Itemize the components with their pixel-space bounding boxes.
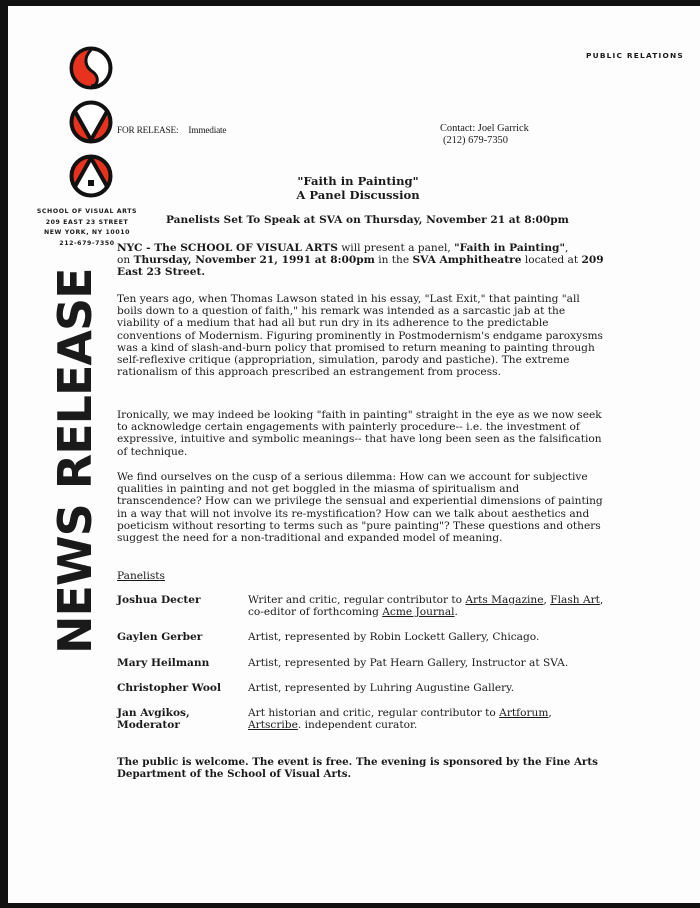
contact-phone: (212) 679-7350 bbox=[443, 135, 508, 146]
paragraph-text: We find ourselves on the cusp of a serious dilemma: How can we account for subjective qualities in painting and not get boggled in the miasma of spiritualism and transcendence? How can we privilege the sensual and experiential dimensions of painting in a way that will not involve its re-mystification? How can we talk about aesthetics and poeticism without resorting to terms such as "pure painting"? These questions and others suggest the need for a non-traditional and expanded model of meaning. bbox=[117, 471, 603, 545]
intro-text: will present a panel, bbox=[337, 242, 455, 254]
address-street: 209 EAST 23 STREET bbox=[45, 218, 129, 226]
intro-text: on bbox=[117, 254, 134, 267]
panelist-name: Mary Heilmann bbox=[117, 656, 210, 669]
intro-text: located at bbox=[521, 254, 582, 267]
closing-line-1: The public is welcome. The event is free. The evening is sponsored by the Fine Arts bbox=[117, 756, 598, 768]
release-label: FOR RELEASE: bbox=[117, 126, 179, 136]
intro-school-name: The SCHOOL OF VISUAL ARTS bbox=[154, 242, 338, 254]
v-circle-logo-icon bbox=[60, 100, 122, 144]
subheadline: Panelists Set To Speak at SVA on Thursday, November 21 at 8:00pm bbox=[166, 214, 569, 226]
news-release-banner: NEWS RELEASE bbox=[48, 268, 102, 654]
publication-artforum: Artforum bbox=[499, 707, 549, 720]
panelist-description: Artist, represented by Pat Hearn Gallery, Instructor at SVA. bbox=[248, 656, 569, 669]
release-info bbox=[117, 126, 226, 136]
panelist-description: Art historian and critic, regular contributor to Artforum, Artscribe. independent curator. bbox=[248, 707, 552, 732]
release-value: Immediate bbox=[188, 126, 227, 136]
publication-artscribe: Artscribe bbox=[248, 719, 298, 732]
panelist-description: Writer and critic, regular contributor to Arts Magazine, Flash Art, co-editor of forthcoming Acme Journal. bbox=[248, 594, 604, 619]
sva-logo bbox=[60, 46, 122, 208]
document-title bbox=[188, 174, 528, 202]
intro-panel-name: "Faith in Painting" bbox=[454, 242, 565, 254]
paragraph-text: Ten years ago, when Thomas Lawson stated in his essay, "Last Exit," that painting "all boils down to a question of faith," his remark was intended as a sarcastic jab at the viability of a medium that had all but run dry in its adherence to the predictable conventions of Modernism. Figuring prominently in Postmodernism's endgame paroxysms was a kind of slash-and-burn policy that promised to return meaning to painting through self-reflexive critique (appropriation, simulation, parody and pastiche). The extreme rationalism of this approach prescribed an estrangement from process. bbox=[117, 293, 603, 379]
body-paragraph-1 bbox=[117, 293, 607, 378]
panelist-row bbox=[117, 657, 607, 669]
contact-info bbox=[440, 123, 529, 147]
address-school-name: SCHOOL OF VISUAL ARTS bbox=[36, 208, 138, 215]
panelist-row bbox=[117, 631, 607, 643]
intro-text: in the bbox=[374, 254, 413, 267]
intro-paragraph bbox=[117, 242, 607, 279]
panelist-name: Gaylen Gerber bbox=[117, 631, 203, 644]
contact-name: Contact: Joel Garrick bbox=[440, 123, 529, 134]
panelists-list bbox=[117, 594, 607, 744]
panelist-description: Artist, represented by Luhring Augustine Gallery. bbox=[248, 681, 515, 694]
news-release-page bbox=[8, 6, 700, 903]
address-city: NEW YORK, NY 10010 bbox=[43, 229, 131, 237]
a-circle-logo-icon bbox=[60, 154, 122, 198]
address-phone: 212-679-7350 bbox=[59, 240, 115, 248]
panelist-name: Joshua Decter bbox=[117, 594, 201, 606]
intro-venue: SVA Amphitheatre bbox=[412, 254, 522, 267]
publication-acme-journal: Acme Journal bbox=[382, 606, 455, 619]
paragraph-text: Ironically, we may indeed be looking "faith in painting" straight in the eye as we now seek to acknowledge certain engagements with painterly procedure-- i.e. the investment of expressive, intuitive and symbolic meanings-- that have long been seen as the falsification of technique. bbox=[117, 409, 602, 458]
s-circle-logo-icon bbox=[60, 46, 122, 90]
publication-flash-art: Flash Art bbox=[550, 594, 600, 606]
closing-line-2: Department of the School of Visual Arts. bbox=[117, 768, 352, 781]
title-line-1: "Faith in Painting" bbox=[297, 174, 419, 188]
panelist-role: Moderator bbox=[117, 719, 180, 732]
panelist-row bbox=[117, 707, 607, 731]
body-paragraph-3 bbox=[117, 471, 607, 544]
panelists-heading: Panelists bbox=[117, 570, 165, 582]
body-paragraph-2 bbox=[117, 409, 607, 458]
closing-statement bbox=[117, 756, 607, 780]
intro-text: , bbox=[564, 242, 569, 254]
intro-date: Thursday, November 21, 1991 at 8:00pm bbox=[133, 254, 375, 267]
panelist-description: Artist, represented by Robin Lockett Gallery, Chicago. bbox=[248, 631, 540, 644]
panelist-name: Christopher Wool bbox=[117, 681, 221, 694]
intro-dateline: NYC - bbox=[117, 242, 155, 254]
department-label: PUBLIC RELATIONS bbox=[586, 51, 684, 60]
publication-arts-magazine: Arts Magazine bbox=[465, 594, 544, 606]
intro-address: 209 East 23 Street. bbox=[117, 254, 604, 279]
panelist-name: Jan Avgikos, Moderator bbox=[117, 707, 248, 731]
panelist-row bbox=[117, 682, 607, 694]
panelist-row bbox=[117, 594, 607, 618]
title-line-2: A Panel Discussion bbox=[296, 188, 420, 202]
